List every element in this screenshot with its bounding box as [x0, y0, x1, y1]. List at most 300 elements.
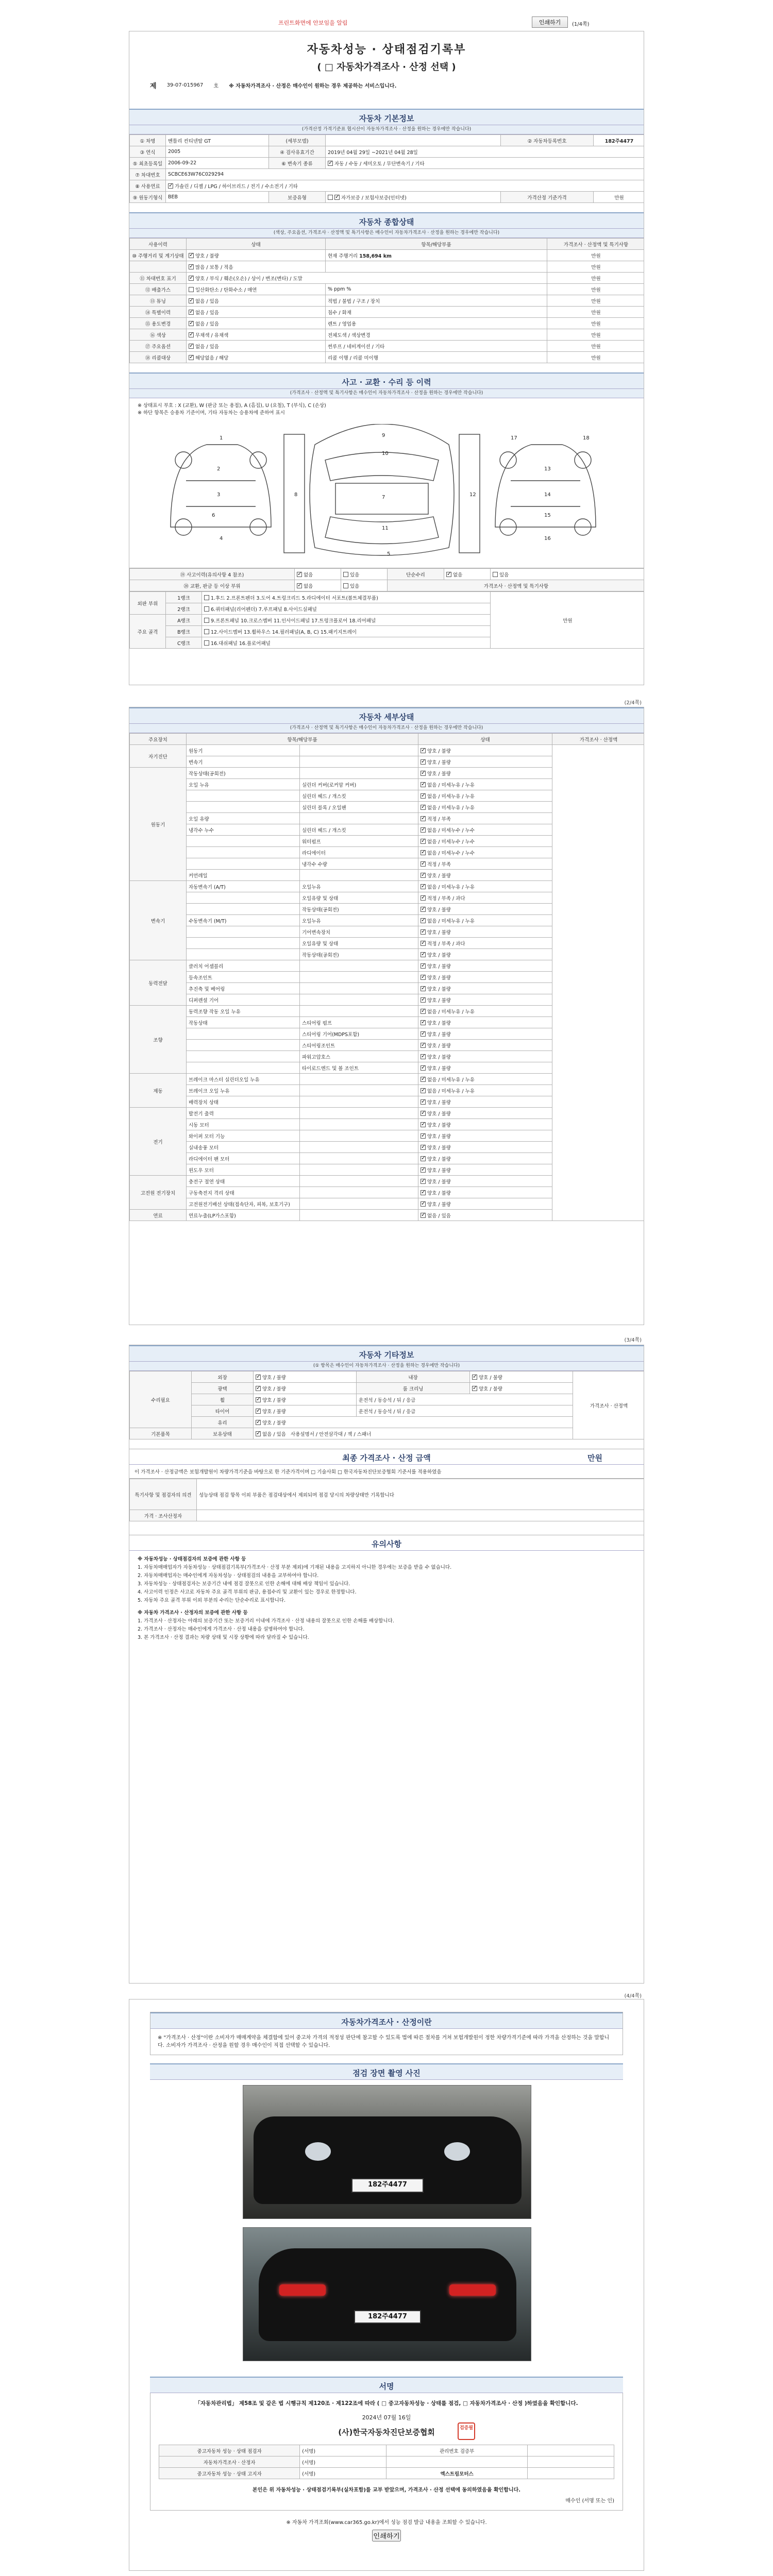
detail-subitem: 오일누유 [300, 915, 418, 926]
detail-status [418, 1198, 552, 1210]
final-title: 최종 가격조사 · 산정 금액 [342, 1453, 431, 1463]
detail-subitem: 기어변속장치 [300, 926, 418, 938]
checkbox[interactable] [256, 1431, 261, 1436]
warranty-options: 자가보증 / 보험사보증(인터넷) [341, 195, 407, 201]
checkbox[interactable] [421, 1190, 426, 1195]
headlight-right [444, 2142, 470, 2161]
checkbox[interactable] [421, 975, 426, 980]
checkbox[interactable] [421, 1088, 426, 1093]
cell: ⑬ 튜닝 [130, 295, 187, 307]
detail-status [418, 1176, 552, 1187]
checkbox[interactable] [256, 1409, 261, 1414]
detail-status [418, 949, 552, 960]
detail-subitem: 스티어링 펌프 [300, 1017, 418, 1028]
cell: 2019년 04월 29일 ~2021년 04월 28일 [326, 146, 645, 158]
detail-item: 구동축전지 격리 상태 [187, 1187, 300, 1198]
detail-item [187, 904, 300, 915]
status-text: 없음 / 미세누유 / 누유 [427, 793, 475, 800]
checkbox[interactable] [204, 629, 209, 634]
checkbox[interactable] [421, 805, 426, 810]
rank-b: B랭크 [166, 626, 202, 637]
table-row [130, 307, 645, 318]
col-item: 항목/해당부품 [187, 734, 418, 745]
detail-item: 수동변속기 (M/T) [187, 915, 300, 926]
checkbox-gasoline[interactable] [168, 183, 173, 189]
detail-status [418, 1108, 552, 1119]
checkbox[interactable] [189, 355, 194, 360]
table-row [130, 284, 645, 295]
checkbox[interactable] [421, 1145, 426, 1150]
checkbox[interactable] [256, 1420, 261, 1425]
cell: 만원 [547, 341, 645, 352]
cell: 휠 [192, 1394, 254, 1405]
caution-item: 1. 가격조사 · 산정자는 아래의 보증기간 또는 보증거리 이내에 가격조사 · 산정 내용의 잘못으로 인한 손해를 배상합니다. [138, 1618, 394, 1624]
detail-item [187, 836, 300, 847]
detail-status [418, 994, 552, 1006]
checkbox[interactable] [204, 618, 209, 623]
checkbox[interactable] [421, 1031, 426, 1037]
caution-notes [129, 1551, 644, 1648]
checkbox[interactable] [343, 572, 348, 577]
cell: ⑨ 원동기형식 [130, 192, 166, 203]
cell [444, 569, 491, 580]
detail-status [418, 745, 552, 756]
diagram-part-number: 3 [217, 492, 221, 498]
checkbox[interactable] [421, 1009, 426, 1014]
checkbox[interactable] [421, 1122, 426, 1127]
cell [254, 1394, 357, 1405]
status-text: 양호 / 불량 [427, 1201, 451, 1208]
cell [202, 626, 491, 637]
cell: 내장 [357, 1371, 470, 1383]
detail-group: 고전원 전기장치 [130, 1176, 187, 1210]
cell: (서명) [300, 2456, 386, 2468]
status-text: 양호 / 불량 [427, 1099, 451, 1106]
checkbox[interactable] [421, 1054, 426, 1059]
checkbox[interactable] [421, 1020, 426, 1025]
cell: ⑤ 최초등록일 [130, 158, 166, 169]
diagram-part-number: 16 [544, 536, 551, 541]
sub-label: 가격 · 조사산정자 [130, 1510, 197, 1521]
print-button[interactable]: 인쇄하기 [532, 16, 568, 28]
checkbox[interactable] [189, 344, 194, 349]
detail-status [418, 1153, 552, 1164]
cell: ⑮ 용도변경 [130, 318, 187, 329]
price-col: 가격조사 · 산정액 및 특기사항 [388, 580, 645, 591]
checkbox[interactable] [256, 1375, 261, 1380]
footer-text: ※ 자동차 가격조회(www.car365.go.kr)에서 성능 점검 발급 내용을 조회할 수 있습니다. [286, 2520, 487, 2526]
checkbox[interactable] [343, 583, 348, 588]
detail-subitem [300, 1176, 418, 1187]
detail-status [418, 1164, 552, 1176]
detail-price-cell [552, 745, 644, 1221]
cell-text: 없음 / 있음 [195, 310, 219, 316]
cell [187, 284, 326, 295]
checkbox[interactable] [421, 952, 426, 957]
checkbox[interactable] [421, 782, 426, 787]
table-head [130, 734, 645, 745]
final-price: 만원 [587, 1453, 602, 1463]
sign-confirm-2: 매수인 (서명 또는 인) [565, 2498, 614, 2504]
detail-status [418, 813, 552, 824]
checkbox[interactable] [189, 332, 194, 337]
detail-item [187, 790, 300, 802]
caution-item: 3. 본 가격조사 · 산정 결과는 차량 상태 및 시장 상황에 따라 달라질 수 있습니다. [138, 1635, 309, 1640]
detail-item: 연료누출(LP가스포함) [187, 1210, 300, 1221]
checkbox[interactable] [204, 606, 209, 612]
checkbox[interactable] [421, 850, 426, 855]
checkbox[interactable] [189, 264, 194, 269]
checkbox[interactable] [421, 986, 426, 991]
checkbox[interactable] [421, 929, 426, 935]
detail-group: 자기진단 [130, 745, 187, 768]
checkbox[interactable] [421, 816, 426, 821]
status-text: 없음 / 미세누유 / 누유 [427, 782, 475, 788]
cell: ⑫ 배출가스 [130, 284, 187, 295]
footer-note [150, 2518, 623, 2526]
checkbox[interactable] [421, 884, 426, 889]
cell: 만원 [547, 295, 645, 307]
checkbox[interactable] [421, 1043, 426, 1048]
table-row [159, 2445, 614, 2456]
detail-status [418, 756, 552, 768]
detail-item: 발전기 출력 [187, 1108, 300, 1119]
checkbox[interactable] [421, 748, 426, 753]
table-row [130, 1394, 645, 1405]
checkbox[interactable] [421, 1099, 426, 1105]
simple-repair-label: 단순수리 [388, 569, 444, 580]
mileage-value: 158,694 km [359, 253, 392, 259]
cell-text: 양호 / 불량 [262, 1397, 286, 1403]
table-row [130, 569, 645, 580]
caution-heading: 유의사항 [129, 1535, 644, 1551]
cell: 만원 [547, 329, 645, 341]
cell [254, 1417, 573, 1428]
detail-item [187, 1028, 300, 1040]
detail-status [418, 960, 552, 972]
cell: 타이어 [192, 1405, 254, 1417]
checkbox[interactable] [256, 1386, 261, 1391]
status-text: 없음 / 미세누유 / 누유 [427, 884, 475, 890]
cell-text: 양호 / 불량 [479, 1375, 502, 1381]
cell-text: 없음 [453, 572, 463, 578]
detail-subitem: 오일유량 및 상태 [300, 938, 418, 949]
number-label: 제 [150, 82, 157, 90]
cell: 벤틀리 컨티넨탈 GT [166, 135, 269, 146]
sign-law: 「자동차관리법」 제58조 및 같은 법 시행규칙 제120조 · 제122조에 따라 ( □ 중고자동차성능 · 상태를 점검, □ 자동차가격조사 · 산정 )하였음을 확인합니다. [195, 2400, 578, 2406]
detail-item: 시동 모터 [187, 1119, 300, 1130]
cell: 중고자동차 성능 · 상태 고지자 [159, 2468, 300, 2479]
detail-item [187, 1051, 300, 1062]
checkbox[interactable] [421, 997, 426, 1003]
detail-item: 오일 누유 [187, 779, 300, 790]
checkbox[interactable] [421, 1213, 426, 1218]
checkbox[interactable] [472, 1375, 477, 1380]
detail-group: 변속기 [130, 881, 187, 960]
cell: 만원 [547, 307, 645, 318]
detail-subitem [300, 1119, 418, 1130]
checkbox[interactable] [421, 1133, 426, 1139]
cell: 외장 [192, 1371, 254, 1383]
general-table [129, 238, 644, 363]
table-row [130, 273, 645, 284]
detail-subitem [300, 1164, 418, 1176]
diagram-part-number: 11 [382, 526, 389, 531]
cell [254, 1383, 357, 1394]
checkbox[interactable] [421, 907, 426, 912]
detail-subitem [300, 1006, 418, 1017]
detail-item: 브레이크 오일 누유 [187, 1085, 300, 1096]
cell [254, 1405, 357, 1417]
detail-status [418, 938, 552, 949]
detail-status [418, 1017, 552, 1028]
status-text: 없음 / 미세누수 / 누수 [427, 850, 475, 856]
cell: (세부모델) [269, 135, 326, 146]
rank-a: A랭크 [166, 615, 202, 626]
cell: 룸 크리닝 [357, 1383, 470, 1394]
cell: ⑱ 리콜대상 [130, 352, 187, 363]
checkbox[interactable] [421, 861, 426, 867]
detail-subitem: 실린더 헤드 / 개스킷 [300, 824, 418, 836]
checkbox[interactable] [421, 963, 426, 969]
footer-print-button[interactable]: 인쇄하기 [372, 2530, 401, 2541]
col-main: 주요장치 [130, 734, 187, 745]
detail-status [418, 1119, 552, 1130]
page-1 [129, 31, 644, 685]
opinion-table [129, 1479, 644, 1521]
checkbox[interactable] [189, 287, 194, 292]
table-row [159, 2468, 614, 2479]
cell: SCBCE63W76C029294 [166, 169, 645, 180]
checkbox[interactable] [472, 1386, 477, 1391]
detail-group: 원동기 [130, 768, 187, 881]
cell: ⑪ 차대번호 표기 [130, 273, 187, 284]
general-heading: 자동차 종합상태 [129, 212, 644, 229]
final-note: 이 가격조사 · 산정금액은 보험개발원이 차량가격기준을 바탕으로 한 기준가격이며 □ 기술사회 □ 한국자동차진단보증협회 기준서를 적용하였음 [129, 1465, 644, 1479]
status-text: 양호 / 불량 [427, 1111, 451, 1117]
detail-subitem: 타이로드엔드 및 볼 조인트 [300, 1062, 418, 1074]
rank-1: 1랭크 [166, 592, 202, 603]
detail-subitem [300, 1096, 418, 1108]
diagram-part-number: 14 [544, 492, 551, 498]
diagram-part-number: 7 [382, 495, 385, 500]
checkbox[interactable] [421, 1065, 426, 1071]
part-label: ⑳ 교환, 판금 등 이상 부위 [130, 580, 295, 591]
checkbox[interactable] [189, 321, 194, 326]
col-item: 항목/해당부품 [326, 239, 547, 250]
cell: 리콜 이행 / 리콜 미이행 [326, 352, 547, 363]
status-text: 양호 / 불량 [427, 986, 451, 992]
detail-item: 변속기 [187, 756, 300, 768]
status-text: 양호 / 불량 [427, 873, 451, 879]
status-text: 없음 / 미세누유 / 누유 [427, 918, 475, 924]
checkbox[interactable] [446, 572, 451, 577]
detail-subitem [300, 870, 418, 881]
basic-heading: 자동차 기본정보 [129, 109, 644, 125]
tail-light-right [449, 2284, 496, 2296]
cell-text: 해당없음 / 해당 [195, 355, 229, 361]
detail-status [418, 836, 552, 847]
status-text: 양호 / 불량 [427, 771, 451, 777]
status-text: 없음 / 미세누수 / 누수 [427, 839, 475, 845]
checkbox[interactable] [493, 572, 498, 577]
checkbox[interactable] [204, 640, 209, 646]
status-text: 없음 / 미세누수 / 누수 [427, 827, 475, 834]
cell-text: 무채색 / 유채색 [195, 332, 229, 338]
page-number-2: (2/4쪽) [624, 700, 642, 706]
table-row [130, 261, 645, 273]
accident-heading: 사고 · 교환 · 수리 등 이력 [129, 372, 644, 389]
general-note: (색상, 주요옵션, 가격조사 · 산정액 및 특기사항은 매수인이 자동차가격조사 · 산정을 원하는 경우에만 작습니다) [129, 229, 644, 238]
service-heading: 자동차가격조사 · 산정이란 [150, 2012, 623, 2029]
detail-item: 브레이크 마스터 실린더오일 누유 [187, 1074, 300, 1085]
cell: 만원 [547, 284, 645, 295]
col-use: 사용이력 [130, 239, 187, 250]
front-plate: 182주4477 [351, 2178, 424, 2193]
detail-subitem [300, 1210, 418, 1221]
checkbox[interactable] [421, 827, 426, 833]
checkbox[interactable] [189, 276, 194, 281]
sign-box [150, 2393, 623, 2511]
detail-item: 자동변속기 (A/T) [187, 881, 300, 892]
checkbox[interactable] [421, 793, 426, 799]
status-text: 양호 / 불량 [427, 1020, 451, 1026]
cell-text: 많음 / 보통 / 적음 [195, 264, 233, 270]
other-heading: 자동차 기타정보 [129, 1345, 644, 1362]
status-text: 양호 / 불량 [427, 1156, 451, 1162]
detail-item [187, 949, 300, 960]
checkbox[interactable] [421, 895, 426, 901]
cell-text: 양호 / 불량 [262, 1409, 286, 1415]
detail-subitem [300, 768, 418, 779]
detail-subitem [300, 1142, 418, 1153]
detail-item [187, 938, 300, 949]
diagram-part-number: 10 [382, 451, 389, 456]
caution-item: 2. 자동차매매업자는 매수인에게 자동차성능 · 상태점검의 내용을 교부하여야 합니다. [138, 1573, 319, 1579]
checkbox[interactable] [421, 1167, 426, 1173]
checkbox[interactable] [421, 1179, 426, 1184]
cell-text: 양호 / 불량 [262, 1420, 286, 1426]
table-row [130, 158, 645, 169]
checkbox[interactable] [189, 253, 194, 258]
car-diagram [129, 419, 644, 568]
checkbox[interactable] [256, 1397, 261, 1402]
cell: ⑭ 특별이력 [130, 307, 187, 318]
checkbox-self[interactable] [328, 195, 333, 200]
status-text: 양호 / 불량 [427, 1122, 451, 1128]
detail-subitem [300, 983, 418, 994]
basic-table [129, 134, 644, 203]
table-row [130, 1417, 645, 1428]
checkbox[interactable] [421, 771, 426, 776]
detail-subitem [300, 1187, 418, 1198]
cell [202, 637, 491, 649]
status-text: 양호 / 불량 [427, 1031, 451, 1038]
detail-subitem: 실린더 커버(로커암 커버) [300, 779, 418, 790]
cell [202, 615, 491, 626]
page-number-3: (3/4쪽) [624, 1337, 642, 1343]
cell: ⑧ 사용연료 [130, 180, 166, 192]
detail-item: 충전구 절연 상태 [187, 1176, 300, 1187]
detail-item: 오일 유량 [187, 813, 300, 824]
detail-item: 클러치 어셈블리 [187, 960, 300, 972]
cell [130, 261, 187, 273]
doc-subtitle: ( □ 자동차가격조사 · 산정 선택 ) [317, 62, 456, 73]
cell: 관리번호 검증부 [386, 2445, 527, 2456]
cell: ⑦ 차대번호 [130, 169, 166, 180]
detail-group: 연료 [130, 1210, 187, 1221]
cell [326, 135, 501, 146]
cell-text: 있음 [350, 572, 360, 578]
accident-table [129, 568, 644, 591]
detail-subitem [300, 994, 418, 1006]
detail-status [418, 915, 552, 926]
checkbox[interactable] [421, 873, 426, 878]
table-row [130, 318, 645, 329]
checkbox-auto[interactable] [328, 161, 333, 166]
checkbox-insurance[interactable] [334, 195, 340, 200]
detail-subitem [300, 960, 418, 972]
checkbox[interactable] [297, 583, 302, 588]
cell [187, 318, 326, 329]
col-status: 상태 [187, 239, 326, 250]
basic-note: (가격산정 가격기준표 협시산이 자동차가격조사 · 산정을 원하는 경우에만 작습니다) [129, 125, 644, 134]
status-text: 양호 / 불량 [427, 1190, 451, 1196]
checkbox[interactable] [421, 1077, 426, 1082]
cell-text: 양호 / 불량 [262, 1375, 286, 1381]
checkbox[interactable] [204, 595, 209, 600]
detail-item: 등속조인트 [187, 972, 300, 983]
status-text: 양호 / 불량 [427, 1065, 451, 1072]
checkbox[interactable] [297, 572, 302, 577]
table-head [130, 239, 645, 250]
checkbox[interactable] [189, 298, 194, 303]
checkbox[interactable] [421, 1111, 426, 1116]
checkbox[interactable] [421, 918, 426, 923]
rear-plate: 182주4477 [354, 2310, 421, 2324]
sign-confirm: 본인은 위 자동차성능 · 상태점검기록부(실차포함)를 교부 받았으며, 가격조사 · 산정 선택에 동의하였음을 확인합니다. [252, 2487, 521, 2493]
cell-text: 없음 / 있음 [262, 1431, 286, 1437]
cell-text: 없음 [304, 572, 313, 578]
caution-item: 1. 자동차매매업자가 자동차성능 · 상태점검기록부(가격조사 · 산정 부분 제외)에 기재된 내용을 고지하지 아니한 경우에는 보증을 받을 수 없습니다. [138, 1565, 452, 1570]
checkbox[interactable] [421, 839, 426, 844]
checkbox[interactable] [189, 310, 194, 315]
cell [295, 569, 341, 580]
cell-text: 양호 / 불량 [195, 253, 219, 259]
checkbox[interactable] [421, 759, 426, 765]
status-text: 양호 / 불량 [427, 1054, 451, 1060]
cell [187, 341, 326, 352]
detail-item [187, 926, 300, 938]
table-row [130, 295, 645, 307]
detail-subitem [300, 1108, 418, 1119]
checkbox[interactable] [421, 941, 426, 946]
number-suffix: 호 [213, 83, 219, 89]
detail-group: 제동 [130, 1074, 187, 1108]
opinion-label: 특기사항 및 점검자의 의견 [130, 1479, 197, 1510]
cell: 렌트 / 영업용 [326, 318, 547, 329]
checkbox[interactable] [421, 1156, 426, 1161]
cell: 광택 [192, 1383, 254, 1394]
cell-text: 없음 / 있음 [195, 321, 219, 327]
checkbox[interactable] [421, 1201, 426, 1207]
detail-group: 조향 [130, 1006, 187, 1074]
cell: 만원 [594, 192, 645, 203]
cell-text: 12.사이드멤버 13.휠하우스 14.필러패널(A, B, C) 15.패키지트레이 [211, 629, 357, 635]
detail-group: 동력전달 [130, 960, 187, 1006]
table-row [130, 1371, 645, 1383]
rank-2: 2랭크 [166, 603, 202, 615]
